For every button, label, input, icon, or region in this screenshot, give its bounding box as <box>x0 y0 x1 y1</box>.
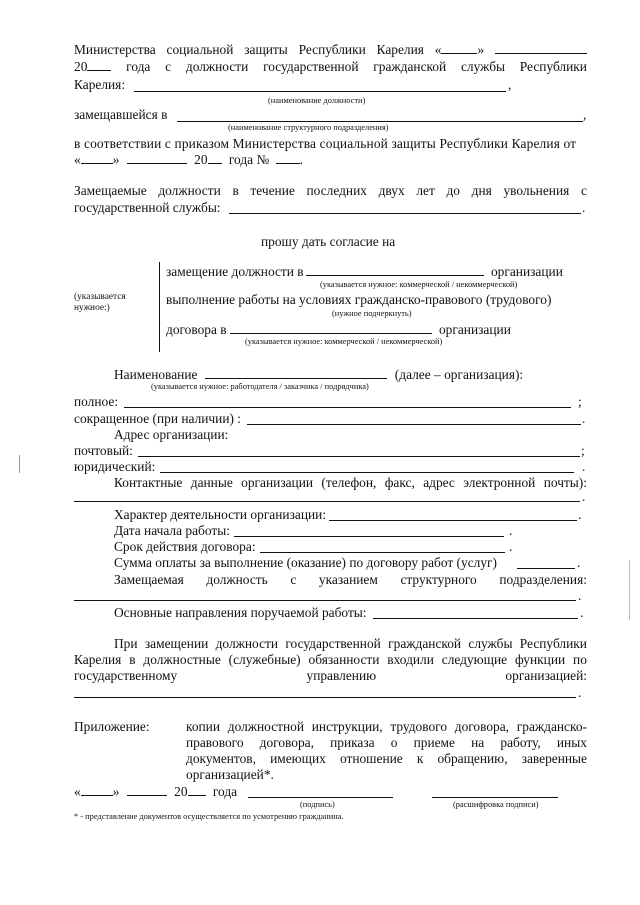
replaced-position-line: Замещаемая должность с указанием структурного подразделения: <box>114 572 587 587</box>
duties-label: Основные направления поручаемой работы: <box>114 605 367 620</box>
functions-field[interactable] <box>74 697 576 698</box>
para2-line1: Замещаемые должности в течение последних двух лет до дня увольнения с <box>74 183 587 198</box>
para1-line5: в соответствии с приказом Министерства социальной защиты Республики Карелия от <box>74 136 577 151</box>
signature-decode-field[interactable] <box>432 797 558 798</box>
activity-label: Характер деятельности организации: <box>114 507 327 522</box>
sign-year-field[interactable] <box>188 784 206 796</box>
postal-field[interactable] <box>138 456 580 457</box>
order-number-field[interactable] <box>276 152 300 164</box>
para1-line4: замещавшейся в <box>74 107 168 122</box>
option-3[interactable]: договора в организации <box>166 322 511 337</box>
scan-mark-left <box>19 455 20 473</box>
replaced-position-field[interactable] <box>74 600 576 601</box>
duties-field[interactable] <box>373 618 578 619</box>
sum-field[interactable] <box>517 568 575 569</box>
sign-month-field[interactable] <box>127 784 167 796</box>
signature-field[interactable] <box>248 797 393 798</box>
org-type-field-2[interactable] <box>230 322 432 334</box>
term-label: Срок действия договора: <box>114 539 256 554</box>
org-kind-field[interactable] <box>205 367 387 379</box>
signature-date: « » 20 года <box>74 784 238 799</box>
start-label: Дата начала работы: <box>114 523 230 538</box>
appendix-label: Приложение: <box>74 719 150 734</box>
address-title: Адрес организации: <box>114 427 229 442</box>
month-field[interactable] <box>495 42 587 54</box>
para2-line2: государственной службы: <box>74 200 221 215</box>
appendix-line4: организацией*. <box>186 767 274 782</box>
contacts-line: Контактные данные организации (телефон, факс, адрес электронной почты): <box>114 475 587 490</box>
position-field[interactable] <box>134 91 506 92</box>
sign-day-field[interactable] <box>81 784 113 796</box>
request-title: прошу дать согласие на <box>261 234 396 249</box>
unit-hint: (наименование структурного подразделения) <box>228 123 389 132</box>
org-short-label: сокращенное (при наличии) : <box>74 411 242 426</box>
unit-field[interactable] <box>177 121 583 122</box>
contacts-field[interactable] <box>74 501 580 502</box>
para1-line3: Карелия: <box>74 77 126 92</box>
order-day-field[interactable] <box>81 152 113 164</box>
option-1[interactable]: замещение должности в организации <box>166 264 563 279</box>
org-full-label: полное: <box>74 394 119 409</box>
legal-field[interactable] <box>160 472 574 473</box>
decode-hint: (расшифровка подписи) <box>453 800 539 809</box>
position-hint: (наименование должности) <box>268 96 366 105</box>
org-name-line: Наименование (далее – организация): <box>114 367 524 382</box>
employer-hint: (указывается нужное: работодателя / заказчика / подрядчика) <box>151 382 369 391</box>
sum-label: Сумма оплаты за выполнение (оказание) по договору работ (услуг) <box>114 555 497 570</box>
para1-line6: « » 20 года № . <box>74 152 303 167</box>
start-field[interactable] <box>234 536 504 537</box>
scan-mark-right <box>629 560 630 620</box>
appendix-line2: правового договора, приказа о приеме на работу, иных <box>186 735 587 750</box>
para1-line1: Министерства социальной защиты Республики Карелия « » <box>74 42 587 58</box>
activity-field[interactable] <box>329 520 577 521</box>
positions-field[interactable] <box>229 213 581 214</box>
option-3-hint: (указывается нужное: коммерческой / некоммерческой) <box>245 337 443 346</box>
postal-label: почтовый: <box>74 443 133 458</box>
org-full-field[interactable] <box>124 407 571 408</box>
footnote: * - представление документов осуществляется по усмотрению гражданина. <box>74 812 344 821</box>
term-field[interactable] <box>260 552 505 553</box>
para1-line2: 20 года с должности государственной гражданской службы Республики <box>74 59 587 74</box>
year-field[interactable] <box>87 59 111 71</box>
order-month-field[interactable] <box>127 152 187 164</box>
functions-line1: При замещении должности государственной гражданской службы Республики <box>114 636 587 651</box>
order-year-field[interactable] <box>208 152 222 164</box>
legal-label: юридический: <box>74 459 156 474</box>
option-2[interactable]: выполнение работы на условиях гражданско-правового (трудового) <box>166 292 552 307</box>
appendix-line3: документов, имеющих отношение к обращению, заверенные <box>186 751 587 766</box>
application-page: Министерства социальной защиты Республики Карелия « » 20 года с должности государственной гражданской службы Республики Карелия: , (наименование должности) замещавшейся в , (наименование структурного подразделения) в соответствии с приказом Министерства социальной защиты Республики Карелия от « » 20 года № . Замещаемые должности в течение последних двух лет до дня увольнения с государственной службы: . прошу дать согласие на (указывается нужное:) замещение должности в организации (указывается нужное: коммерческой / некоммерческой) выполнение работы на условиях гражданско-правового (трудового) (нужное подчеркнуть) договора в организации (указывается нужное: коммерческой / некоммерческой) Наименование (далее – организация): (указывается нужное: работодателя / заказчика / подрядчика) полное: ; сокращенное (при наличии) : . Адрес организации: почтовый: ; юридический: . Контактные данные организации (телефон, факс, адрес электронной почты): . Характер деятельности организации: . Дата начала работы: . Срок действия договора: . Сумма оплаты за выполнение (оказание) по договору работ (услуг) . Замещаемая должность с указанием структурного подразделения: . Основные направления поручаемой работы: . При замещении должности государственной гражданской службы Республики Карелия в должностные (служебные) обязанности входили следующие функции по государственному управлению организацией: . Приложение: копии должностной инструкции, трудового договора, гражданско- правового договора, приказа о приеме на работу, иных документов, имеющих отношение к обращению, заверенные организацией*. « » 20 года (подпись) (расшифровка подписи) * - представление документов осуществляется по усмотрению гражданина. <box>0 0 640 905</box>
options-bracket <box>159 262 160 352</box>
option-1-hint: (указывается нужное: коммерческой / некоммерческой) <box>320 280 518 289</box>
side-label-1: (указывается <box>74 292 126 302</box>
appendix-line1: копии должностной инструкции, трудового договора, гражданско- <box>186 719 587 734</box>
option-2-hint: (нужное подчеркнуть) <box>332 309 412 318</box>
signature-hint: (подпись) <box>300 800 335 809</box>
functions-line2: Карелия в должностные (служебные) обязанности входили следующие функции по <box>74 652 587 667</box>
side-label-2: нужное:) <box>74 303 110 313</box>
org-type-field-1[interactable] <box>306 264 484 276</box>
functions-line3: государственному управлению организацией: <box>74 668 587 683</box>
org-short-field[interactable] <box>247 424 581 425</box>
